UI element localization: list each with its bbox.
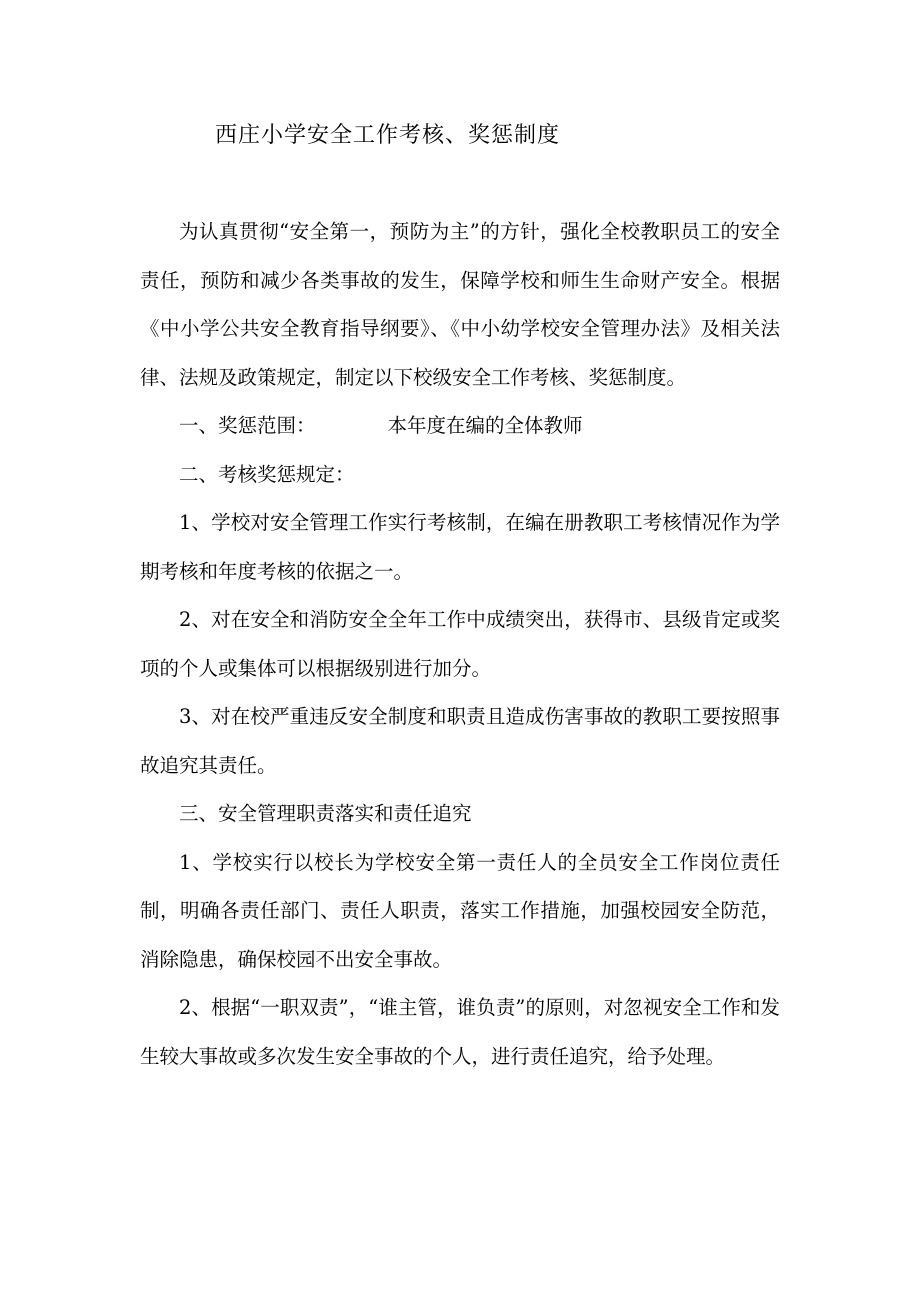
document-title: 西庄小学安全工作考核、奖惩制度 (215, 123, 561, 148)
rules-item-2: 2、对在安全和消防安全全年工作中成绩突出，获得市、县级肯定或奖项的个人或集体可以根据级别进行加分。 (140, 608, 780, 680)
document-body (140, 208, 780, 1081)
section-responsibility-heading: 三、安全管理职责落实和责任追究 (179, 802, 472, 825)
section-rules-heading: 二、考核奖惩规定： (179, 462, 355, 486)
rules-item-1: 1、学校对安全管理工作实行考核制，在编在册教职工考核情况作为学期考核和年度考核的依据之一。 (140, 511, 780, 583)
section-scope (140, 402, 780, 451)
responsibility-item-1: 1、学校实行以校长为学校安全第一责任人的全员安全工作岗位责任制，明确各责任部门、责任人职责，落实工作措施，加强校园安全防范，消除隐患，确保校园不出安全事故。 (140, 850, 780, 971)
responsibility-item-2: 2、根据“一职双责”，“谁主管，谁负责”的原则，对忽视安全工作和发生较大事故或多次发生安全事故的个人，进行责任追究，给予处理。 (140, 996, 780, 1068)
section-scope-label: 一、奖惩范围： (179, 414, 316, 437)
rules-item-3: 3、对在校严重违反安全制度和职责且造成伤害事故的教职工要按照事故追究其责任。 (140, 705, 780, 777)
section-scope-value: 本年度在编的全体教师 (387, 414, 583, 437)
intro-paragraph: 为认真贯彻“安全第一，预防为主”的方针，强化全校教职员工的安全责任，预防和减少各类事故的发生，保障学校和师生生命财产安全。根据《中小学公共安全教育指导纲要》、《中小幼学校安全管理办法》及相关法律、法规及政策规定，制定以下校级安全工作考核、奖惩制度。 (140, 220, 780, 389)
